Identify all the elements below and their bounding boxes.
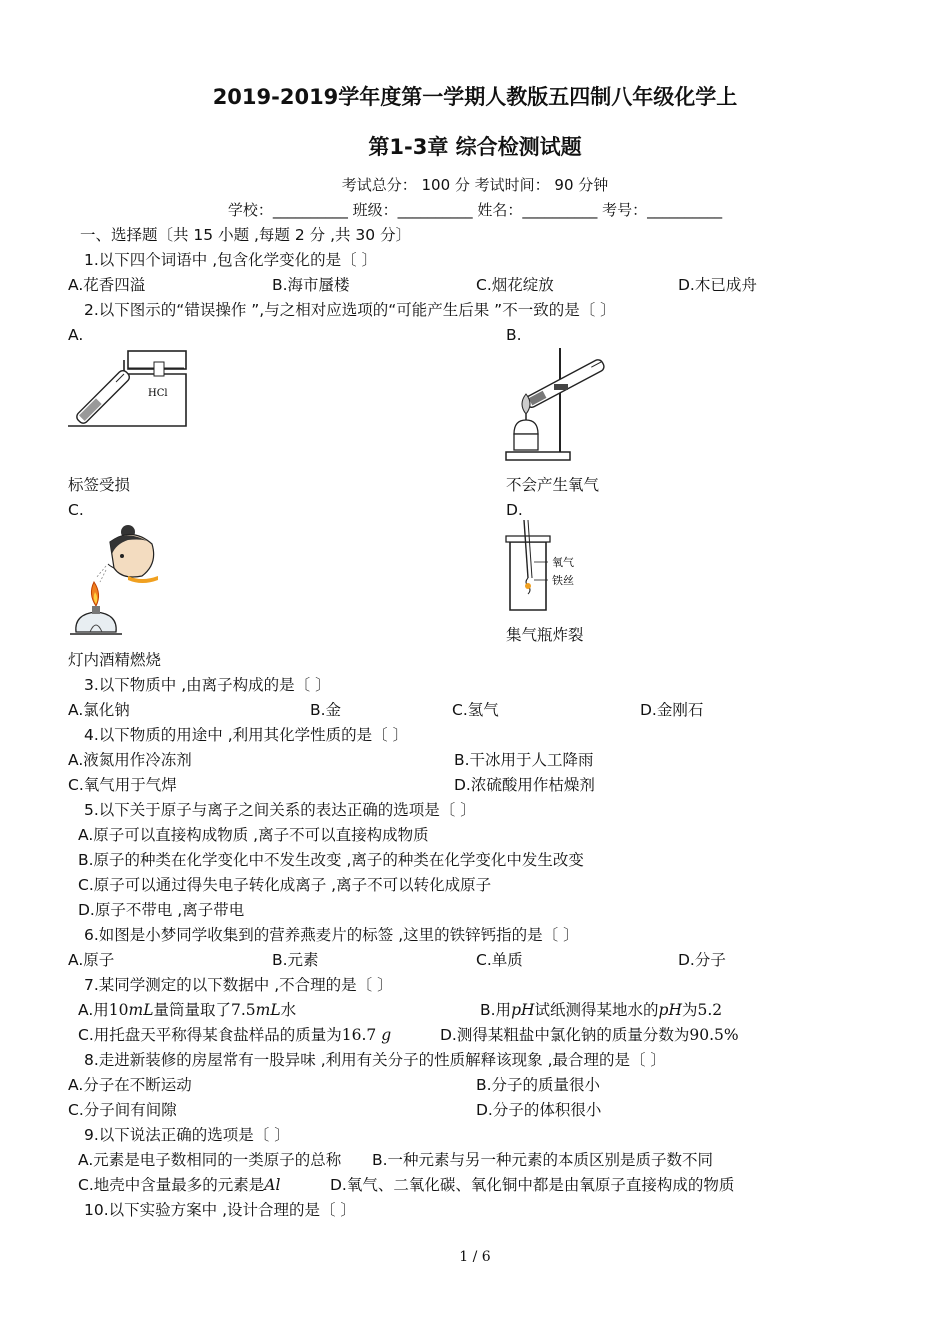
q3-option-b: B.金	[310, 701, 342, 719]
q4-option-b: B.干冰用于人工降雨	[454, 751, 594, 769]
q8-option-b: B.分子的质量很小	[476, 1076, 601, 1094]
q4-stem: 4.以下物质的用途中 ,利用其化学性质的是〔 〕	[84, 726, 409, 744]
figure-heating-tube	[504, 344, 608, 464]
q3-stem: 3.以下物质中 ,由离子构成的是〔 〕	[84, 676, 331, 694]
q9-option-b: B.一种元素与另一种元素的本质区别是质子数不同	[372, 1151, 714, 1169]
q5-option-a: A.原子可以直接构成物质 ,离子不可以直接构成物质	[78, 826, 429, 844]
q2-result-b: 不会产生氧气	[506, 476, 600, 494]
q9-option-c: C.地壳中含量最多的元素是Al	[78, 1176, 281, 1194]
q9-stem: 9.以下说法正确的选项是〔 〕	[84, 1126, 290, 1144]
q8-option-d: D.分子的体积很小	[476, 1101, 602, 1119]
q5-option-c: C.原子可以通过得失电子转化成离子 ,离子不可以转化成原子	[78, 876, 492, 894]
q6-stem: 6.如图是小梦同学收集到的营养燕麦片的标签 ,这里的铁锌钙指的是〔 〕	[84, 926, 579, 944]
section-heading: 一、选择题〔共 15 小题 ,每题 2 分 ,共 30 分〕	[80, 226, 412, 244]
q4-option-a: A.液氮用作冷冻剂	[68, 751, 192, 769]
q2-option-b-letter: B.	[506, 326, 522, 344]
q6-option-d: D.分子	[678, 951, 726, 969]
q5-option-d: D.原子不带电 ,离子带电	[78, 901, 245, 919]
figure-label-oxygen: 氧气	[552, 556, 574, 569]
q7-option-d: D.测得某粗盐中氯化钠的质量分数为90.5%	[440, 1026, 739, 1044]
q4-option-c: C.氧气用于气焊	[68, 776, 177, 794]
q4-option-d: D.浓硫酸用作枯燥剂	[454, 776, 595, 794]
q2-stem: 2.以下图示的“错误操作 ”,与之相对应选项的“可能产生后果 ”不一致的是〔 〕	[84, 301, 616, 319]
q2-result-a: 标签受损	[68, 476, 131, 494]
figure-pouring-hcl	[66, 344, 188, 430]
student-fields: 学校：__________ 班级：__________ 姓名：__________ 考号：__________	[227, 201, 723, 219]
q2-result-c: 灯内酒精燃烧	[68, 651, 162, 669]
q3-option-c: C.氢气	[452, 701, 499, 719]
q6-option-c: C.单质	[476, 951, 523, 969]
q2-option-d-letter: D.	[506, 501, 523, 519]
q6-option-b: B.元素	[272, 951, 319, 969]
q7-option-c: C.用托盘天平称得某食盐样品的质量为16.7 g	[78, 1026, 392, 1044]
q2-option-c-letter: C.	[68, 501, 84, 519]
q5-stem: 5.以下关于原子与离子之间关系的表达正确的选项是〔 〕	[84, 801, 476, 819]
page-number: 1 / 6	[459, 1249, 491, 1265]
q3-option-a: A.氯化钠	[68, 701, 130, 719]
exam-info: 考试总分： 100 分 考试时间： 90 分钟	[341, 176, 609, 194]
title-line-2: 第1-3章 综合检测试题	[368, 135, 582, 159]
q7-option-a: A.用10mL量筒量取了7.5mL水	[78, 1001, 297, 1019]
q6-option-a: A.原子	[68, 951, 115, 969]
title-line-1: 2019-2019学年度第一学期人教版五四制八年级化学上	[212, 85, 738, 109]
q7-option-b: B.用pH试纸测得某地水的pH为5.2	[480, 1001, 723, 1019]
q2-option-a-letter: A.	[68, 326, 84, 344]
figure-label-iron-wire: 铁丝	[552, 574, 574, 587]
q1-stem: 1.以下四个词语中 ,包含化学变化的是〔 〕	[84, 251, 378, 269]
q8-option-a: A.分子在不断运动	[68, 1076, 192, 1094]
q9-option-a: A.元素是电子数相同的一类原子的总称	[78, 1151, 342, 1169]
q8-option-c: C.分子间有间隙	[68, 1101, 177, 1119]
figure-iron-in-oxygen	[504, 518, 596, 614]
q2-result-d: 集气瓶炸裂	[506, 626, 584, 644]
q10-stem: 10.以下实验方案中 ,设计合理的是〔 〕	[84, 1201, 356, 1219]
q9-option-d: D.氧气、二氧化碳、氧化铜中都是由氧原子直接构成的物质	[330, 1176, 735, 1194]
q1-option-b: B.海市蜃楼	[272, 276, 350, 294]
q1-option-d: D.木已成舟	[678, 276, 757, 294]
figure-label-hcl: HCl	[148, 388, 168, 399]
q5-option-b: B.原子的种类在化学变化中不发生改变 ,离子的种类在化学变化中发生改变	[78, 851, 584, 869]
q1-option-c: C.烟花绽放	[476, 276, 554, 294]
q1-option-a: A.花香四溢	[68, 276, 146, 294]
q8-stem: 8.走进新装修的房屋常有一股异味 ,利用有关分子的性质解释该现象 ,最合理的是〔 〕	[84, 1051, 666, 1069]
figure-blowing-lamp	[66, 520, 162, 640]
q3-option-d: D.金刚石	[640, 701, 704, 719]
q7-stem: 7.某同学测定的以下数据中 ,不合理的是〔 〕	[84, 976, 393, 994]
